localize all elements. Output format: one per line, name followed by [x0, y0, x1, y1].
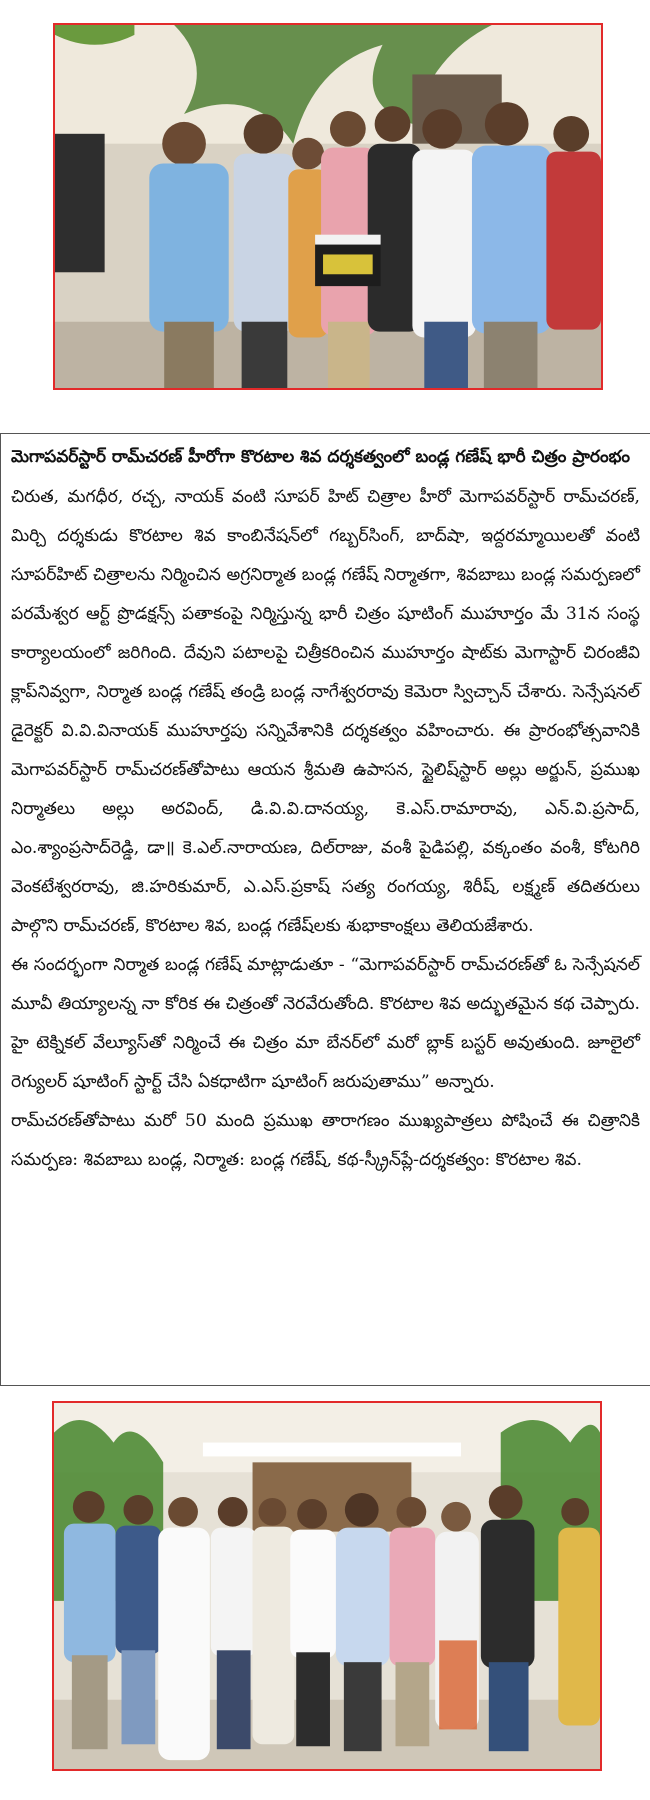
article-paragraph-3: రామ్‌చరణ్‌తోపాటు మరో 50 మంది ప్రముఖ తారాగణం ముఖ్యపాత్రలు పోషించే ఈ చిత్రానికి సమర్పణ: శివబాబు బండ్ల, నిర్మాత: బండ్ల గణేష్, కథ-స్క్రీన్‌ప్లే-దర్శకత్వం: కొరటాల శివ.: [11, 1111, 640, 1170]
article-box: [0, 433, 650, 1386]
bottom-photo: [52, 1401, 602, 1771]
group-photo-clapboard-icon: [55, 25, 601, 388]
article-headline: మెగాపవర్‌స్టార్ రామ్‌చరణ్ హీరోగా కొరటాల శివ దర్శకత్వంలో బండ్ల గణేష్ భారీ చిత్రం ప్రారంభం: [11, 447, 630, 467]
group-photo-ceremony-icon: [54, 1403, 600, 1769]
article-paragraph-2: ఈ సందర్భంగా నిర్మాత బండ్ల గణేష్ మాట్లాడుతూ - “మెగాపవర్‌స్టార్ రామ్‌చరణ్‌తో ఓ సెన్సేషనల్ మూవీ తియ్యాలన్న నా కోరిక ఈ చిత్రంతో నెరవేరుతోంది. కొరటాల శివ అద్భుతమైన కథ చెప్పారు. హై టెక్నికల్ వేల్యూస్‌తో నిర్మించే ఈ చిత్రం మా బేనర్‌లో మరో బ్లాక్ బస్టర్ అవుతుంది. జూలైలో రెగ్యులర్ షూటింగ్ స్టార్ట్ చేసి ఏకధాటిగా షూటింగ్ జరుపుతాము” అన్నారు.: [11, 955, 640, 1092]
article-paragraph-1: చిరుత, మగధీర, రచ్చ, నాయక్ వంటి సూపర్ హిట్ చిత్రాల హీరో మెగాపవర్‌స్టార్ రామ్‌చరణ్, మిర్చి దర్శకుడు కొరటాల శివ కాంబినేషన్‌లో గబ్బర్‌సింగ్, బాద్‌షా, ఇద్దరమ్మాయిలతో వంటి సూపర్‌హిట్ చిత్రాలను నిర్మించిన అగ్రనిర్మాత బండ్ల గణేష్ నిర్మాతగా, శివబాబు బండ్ల సమర్పణలో పరమేశ్వర ఆర్ట్ ప్రొడక్షన్స్ పతాకంపై నిర్మిస్తున్న భారీ చిత్రం షూటింగ్ ముహూర్తం మే 31న సంస్థ కార్యాలయంలో జరిగింది. దేవుని పటాలపై చిత్రీకరించిన ముహూర్తం షాట్‌కు మెగాస్టార్ చిరంజీవి క్లాప్‌నివ్వగా, నిర్మాత బండ్ల గణేష్ తండ్రి బండ్ల నాగేశ్వరరావు కెమెరా స్విచ్చాన్ చేశారు. సెన్సేషనల్ డైరెక్టర్ వి.వి.వినాయక్ ముహూర్తపు సన్నివేశానికి దర్శకత్వం వహించారు. ఈ ప్రారంభోత్సవానికి మెగాపవర్‌స్టార్ రామ్‌చరణ్‌తోపాటు ఆయన శ్రీమతి ఉపాసన, స్టైలిష్‌స్టార్ అల్లు అర్జున్, ప్రముఖ నిర్మాతలు అల్లు అరవింద్, డి.వి.వి.దానయ్య, కె.ఎస్.రామారావు, ఎన్.వి.ప్రసాద్, ఎం.శ్యాంప్రసాద్‌రెడ్డి, డా॥ కె.ఎల్.నారాయణ, దిల్‌రాజు, వంశీ పైడిపల్లి, వక్కంతం వంశీ, కోటగిరి వెంకటేశ్వరరావు, జి.హరికుమార్, ఎ.ఎస్.ప్రకాష్ సత్య రంగయ్య, శిరీష్, లక్ష్మణ్ తదితరులు పాల్గొని రామ్‌చరణ్, కొరటాల శివ, బండ్ల గణేష్‌లకు శుభాకాంక్షలు తెలియజేశారు.: [11, 487, 640, 936]
top-photo: [53, 23, 603, 390]
